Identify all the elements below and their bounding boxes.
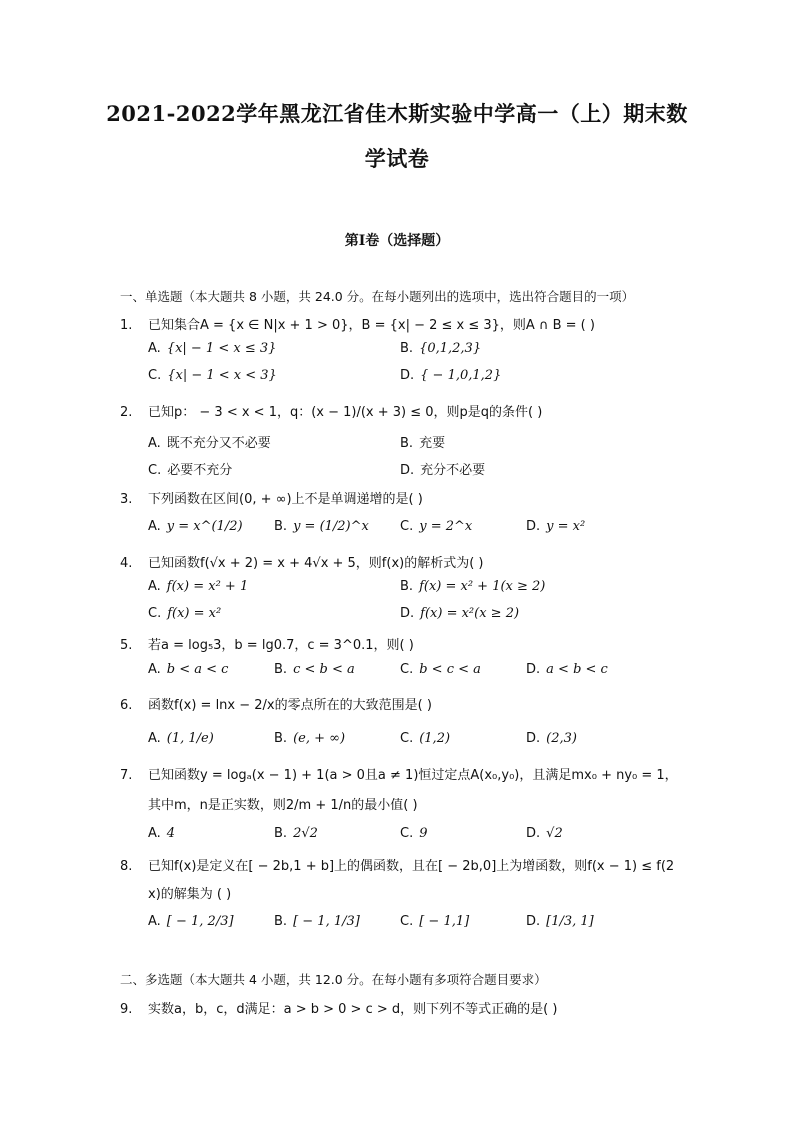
q1-option-a[interactable]: A. {x| − 1 < x ≤ 3} xyxy=(148,341,277,356)
q3-option-d[interactable]: D. y = x² xyxy=(526,519,586,534)
q5-option-b[interactable]: B. c < b < a xyxy=(274,662,355,677)
q8-option-c[interactable]: C. [ − 1,1] xyxy=(400,914,470,929)
q6-option-b[interactable]: B. (e, + ∞) xyxy=(274,731,346,746)
question-number: 6. xyxy=(120,698,133,713)
question-text: 已知p： − 3 < x < 1，q：(x − 1)/(x + 3) ≤ 0，则p是q的条件( ) xyxy=(148,405,543,420)
q7-option-b[interactable]: B. 2√2 xyxy=(274,826,318,841)
question-number: 9. xyxy=(120,1002,133,1017)
q1-option-d[interactable]: D. { − 1,0,1,2} xyxy=(400,368,502,383)
question-number: 4. xyxy=(120,556,133,571)
question-text: 已知函数y = logₐ(x − 1) + 1(a > 0且a ≠ 1)恒过定点A(x₀,y₀)，且满足mx₀ + ny₀ = 1， xyxy=(148,768,678,783)
section-multiple-choice: 二、多选题（本大题共 4 小题，共 12.0 分。在每小题有多项符合题目要求） xyxy=(120,972,547,987)
question-text: 已知f(x)是定义在[ − 2b,1 + b]上的偶函数，且在[ − 2b,0]上为增函数，则f(x − 1) ≤ f(2 xyxy=(148,859,675,874)
q2-option-c[interactable]: C. 必要不充分 xyxy=(148,463,233,478)
question-text: 下列函数在区间(0, + ∞)上不是单调递增的是( ) xyxy=(148,492,423,507)
section-single-choice: 一、单选题（本大题共 8 小题，共 24.0 分。在每小题列出的选项中，选出符合题目的一项） xyxy=(120,289,635,304)
question-number: 8. xyxy=(120,859,133,874)
question-text: 函数f(x) = lnx − 2/x的零点所在的大致范围是( ) xyxy=(148,698,432,713)
q2-option-b[interactable]: B. 充要 xyxy=(400,436,446,451)
q4-option-b[interactable]: B. f(x) = x² + 1(x ≥ 2) xyxy=(400,579,546,594)
question-7 xyxy=(120,764,678,783)
q8-option-b[interactable]: B. [ − 1, 1/3] xyxy=(274,914,360,929)
question-7-line2: 其中m，n是正实数，则2/m + 1/n的最小值( ) xyxy=(148,798,418,813)
question-8-line2: x)的解集为 ( ) xyxy=(148,887,232,902)
question-text: 若a = log₅3，b = lg0.7，c = 3^0.1，则( ) xyxy=(148,638,414,653)
question-number: 2. xyxy=(120,405,133,420)
question-text: 已知集合A = {x ∈ N|x + 1 > 0}，B = {x| − 2 ≤ x ≤ 3}，则A ∩ B = ( ) xyxy=(148,318,595,333)
q2-option-a[interactable]: A. 既不充分又不必要 xyxy=(148,436,271,451)
question-text: 已知函数f(√x + 2) = x + 4√x + 5，则f(x)的解析式为( ) xyxy=(148,556,484,571)
exam-title-line1: 2021-2022学年黑龙江省佳木斯实验中学高一（上）期末数 xyxy=(106,101,688,126)
q5-option-a[interactable]: A. b < a < c xyxy=(148,662,229,677)
question-text: 实数a，b，c，d满足：a > b > 0 > c > d，则下列不等式正确的是( ) xyxy=(148,1002,558,1017)
paper-subtitle: 第Ⅰ卷（选择题） xyxy=(344,233,450,249)
q5-option-c[interactable]: C. b < c < a xyxy=(400,662,481,677)
question-3 xyxy=(120,488,423,507)
q6-option-c[interactable]: C. (1,2) xyxy=(400,731,451,746)
q2-option-d[interactable]: D. 充分不必要 xyxy=(400,463,486,478)
question-number: 3. xyxy=(120,492,133,507)
q6-option-a[interactable]: A. (1, 1/e) xyxy=(148,731,214,746)
q3-option-b[interactable]: B. y = (1/2)^x xyxy=(274,519,369,534)
q4-option-d[interactable]: D. f(x) = x²(x ≥ 2) xyxy=(400,606,520,621)
question-4 xyxy=(120,552,484,571)
question-number: 1. xyxy=(120,318,133,333)
q8-option-d[interactable]: D. [1/3, 1] xyxy=(526,914,594,929)
q7-option-d[interactable]: D. √2 xyxy=(526,826,563,841)
q5-option-d[interactable]: D. a < b < c xyxy=(526,662,608,677)
q4-option-c[interactable]: C. f(x) = x² xyxy=(148,606,222,621)
question-2 xyxy=(120,401,542,420)
q6-option-d[interactable]: D. (2,3) xyxy=(526,731,577,746)
q7-option-a[interactable]: A. 4 xyxy=(148,826,176,841)
exam-title-line2: 学试卷 xyxy=(364,146,430,171)
question-number: 5. xyxy=(120,638,133,653)
q4-option-a[interactable]: A. f(x) = x² + 1 xyxy=(148,579,249,594)
q7-option-c[interactable]: C. 9 xyxy=(400,826,428,841)
question-6 xyxy=(120,694,432,713)
q1-option-b[interactable]: B. {0,1,2,3} xyxy=(400,341,482,356)
q8-option-a[interactable]: A. [ − 1, 2/3] xyxy=(148,914,234,929)
question-number: 7. xyxy=(120,768,133,783)
question-8 xyxy=(120,855,674,874)
q3-option-c[interactable]: C. y = 2^x xyxy=(400,519,473,534)
q3-option-a[interactable]: A. y = x^(1/2) xyxy=(148,519,243,534)
question-5 xyxy=(120,634,414,653)
q1-option-c[interactable]: C. {x| − 1 < x < 3} xyxy=(148,368,277,383)
question-1 xyxy=(120,314,595,333)
question-9 xyxy=(120,998,557,1017)
